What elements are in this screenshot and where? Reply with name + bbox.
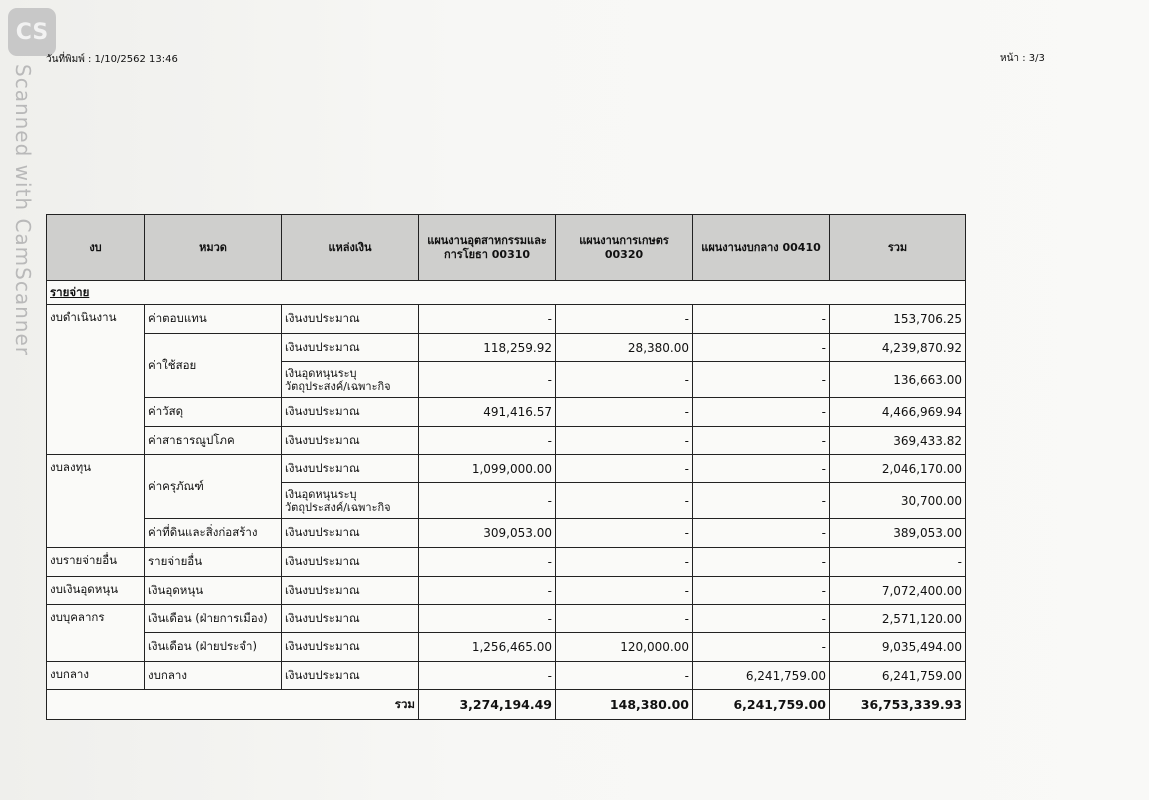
- total-value: 6,241,759.00: [830, 662, 966, 690]
- section-row: [47, 281, 966, 305]
- table-row: [47, 548, 966, 577]
- total-value: 30,700.00: [830, 483, 966, 519]
- fund-source-cell: เงินงบประมาณ: [282, 577, 419, 605]
- plan3-value: -: [693, 334, 830, 362]
- budget-type-cell: งบกลาง: [47, 662, 145, 690]
- total-row: [47, 690, 966, 720]
- budget-table: [46, 214, 966, 720]
- fund-source-cell: เงินงบประมาณ: [282, 427, 419, 455]
- plan1-value: 491,416.57: [419, 398, 556, 427]
- plan3-value: -: [693, 519, 830, 548]
- category-cell: ค่าตอบแทน: [145, 305, 282, 334]
- plan1-value: -: [419, 577, 556, 605]
- fund-source-cell: เงินงบประมาณ: [282, 548, 419, 577]
- table-row: [47, 305, 966, 334]
- total-label: รวม: [47, 690, 419, 720]
- plan2-value: -: [556, 483, 693, 519]
- category-cell: เงินอุดหนุน: [145, 577, 282, 605]
- plan2-value: -: [556, 455, 693, 483]
- table-row: [47, 605, 966, 633]
- plan1-value: -: [419, 362, 556, 398]
- plan3-value: -: [693, 427, 830, 455]
- category-cell: ค่าใช้สอย: [145, 334, 282, 398]
- col-header-category: หมวด: [145, 215, 282, 281]
- total-value: 389,053.00: [830, 519, 966, 548]
- table-row: [47, 633, 966, 662]
- plan2-value: -: [556, 398, 693, 427]
- total-value: 2,571,120.00: [830, 605, 966, 633]
- col-header-fund-source: แหล่งเงิน: [282, 215, 419, 281]
- plan2-value: -: [556, 362, 693, 398]
- category-cell: เงินเดือน (ฝ่ายประจำ): [145, 633, 282, 662]
- plan2-value: 28,380.00: [556, 334, 693, 362]
- plan2-value: -: [556, 605, 693, 633]
- total-value: 153,706.25: [830, 305, 966, 334]
- plan1-value: -: [419, 483, 556, 519]
- table-row: [47, 662, 966, 690]
- table-row: [47, 519, 966, 548]
- plan2-value: -: [556, 662, 693, 690]
- plan1-value: 1,099,000.00: [419, 455, 556, 483]
- plan2-value: -: [556, 577, 693, 605]
- total-value: 4,239,870.92: [830, 334, 966, 362]
- table-row: [47, 427, 966, 455]
- total-value: 7,072,400.00: [830, 577, 966, 605]
- category-cell: ค่าวัสดุ: [145, 398, 282, 427]
- print-date: วันที่พิมพ์ : 1/10/2562 13:46: [46, 54, 178, 65]
- budget-type-cell: งบลงทุน: [47, 455, 145, 548]
- table-row: [47, 398, 966, 427]
- plan1-value: -: [419, 548, 556, 577]
- plan2-value: -: [556, 427, 693, 455]
- page-number: หน้า : 3/3: [1000, 53, 1045, 64]
- table-row: [47, 334, 966, 362]
- plan3-total: 6,241,759.00: [693, 690, 830, 720]
- budget-type-cell: งบดำเนินงาน: [47, 305, 145, 455]
- plan3-value: -: [693, 605, 830, 633]
- plan1-value: -: [419, 427, 556, 455]
- plan2-value: -: [556, 548, 693, 577]
- fund-source-cell: เงินอุดหนุนระบุวัตถุประสงค์/เฉพาะกิจ: [282, 362, 419, 398]
- plan2-value: -: [556, 519, 693, 548]
- plan2-value: 120,000.00: [556, 633, 693, 662]
- total-value: 4,466,969.94: [830, 398, 966, 427]
- plan3-value: -: [693, 548, 830, 577]
- total-value: 136,663.00: [830, 362, 966, 398]
- total-value: 369,433.82: [830, 427, 966, 455]
- plan1-value: 1,256,465.00: [419, 633, 556, 662]
- plan1-value: -: [419, 662, 556, 690]
- plan1-value: 309,053.00: [419, 519, 556, 548]
- plan3-value: -: [693, 633, 830, 662]
- camscanner-logo-icon: CS: [8, 8, 56, 56]
- budget-type-cell: งบรายจ่ายอื่น: [47, 548, 145, 577]
- plan3-value: -: [693, 455, 830, 483]
- fund-source-cell: เงินงบประมาณ: [282, 633, 419, 662]
- plan3-value: -: [693, 483, 830, 519]
- fund-source-cell: เงินงบประมาณ: [282, 662, 419, 690]
- total-value: -: [830, 548, 966, 577]
- plan3-value: -: [693, 305, 830, 334]
- plan3-value: -: [693, 577, 830, 605]
- category-cell: งบกลาง: [145, 662, 282, 690]
- plan3-value: -: [693, 398, 830, 427]
- fund-source-cell: เงินงบประมาณ: [282, 519, 419, 548]
- grand-total: 36,753,339.93: [830, 690, 966, 720]
- total-value: 2,046,170.00: [830, 455, 966, 483]
- fund-source-cell: เงินงบประมาณ: [282, 605, 419, 633]
- budget-type-cell: งบเงินอุดหนุน: [47, 577, 145, 605]
- total-value: 9,035,494.00: [830, 633, 966, 662]
- fund-source-cell: เงินงบประมาณ: [282, 455, 419, 483]
- col-header-budget-type: งบ: [47, 215, 145, 281]
- plan1-value: -: [419, 305, 556, 334]
- fund-source-cell: เงินอุดหนุนระบุวัตถุประสงค์/เฉพาะกิจ: [282, 483, 419, 519]
- plan2-value: -: [556, 305, 693, 334]
- table-header-row: [47, 215, 966, 281]
- col-header-plan-00310: แผนงานอุตสาหกรรมและการโยธา 00310: [419, 215, 556, 281]
- plan1-value: 118,259.92: [419, 334, 556, 362]
- col-header-plan-00320: แผนงานการเกษตร 00320: [556, 215, 693, 281]
- plan1-total: 3,274,194.49: [419, 690, 556, 720]
- category-cell: ค่าครุภัณฑ์: [145, 455, 282, 519]
- category-cell: เงินเดือน (ฝ่ายการเมือง): [145, 605, 282, 633]
- plan2-total: 148,380.00: [556, 690, 693, 720]
- plan3-value: 6,241,759.00: [693, 662, 830, 690]
- fund-source-cell: เงินงบประมาณ: [282, 305, 419, 334]
- plan1-value: -: [419, 605, 556, 633]
- category-cell: ค่าสาธารณูปโภค: [145, 427, 282, 455]
- category-cell: รายจ่ายอื่น: [145, 548, 282, 577]
- category-cell: ค่าที่ดินและสิ่งก่อสร้าง: [145, 519, 282, 548]
- fund-source-cell: เงินงบประมาณ: [282, 334, 419, 362]
- col-header-plan-00410: แผนงานงบกลาง 00410: [693, 215, 830, 281]
- section-label: รายจ่าย: [47, 281, 966, 305]
- camscanner-watermark: Scanned with CamScanner: [11, 64, 35, 356]
- col-header-total: รวม: [830, 215, 966, 281]
- table-row: [47, 577, 966, 605]
- plan3-value: -: [693, 362, 830, 398]
- budget-type-cell: งบบุคลากร: [47, 605, 145, 662]
- table-row: [47, 455, 966, 483]
- fund-source-cell: เงินงบประมาณ: [282, 398, 419, 427]
